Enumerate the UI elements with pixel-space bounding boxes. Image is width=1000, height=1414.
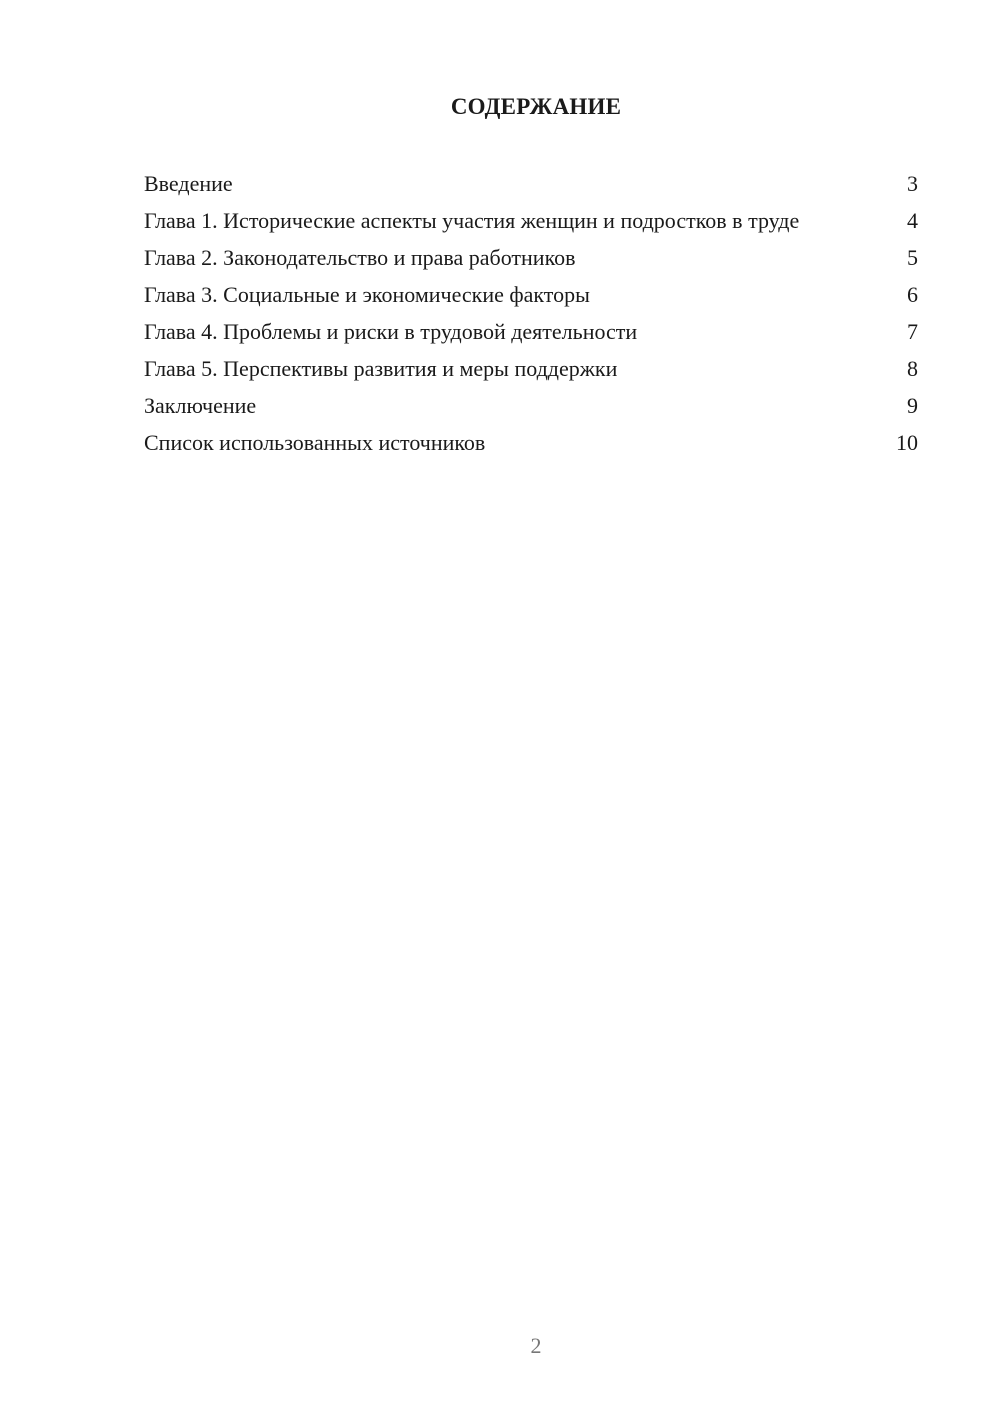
toc-entry-page: 9: [907, 393, 918, 418]
toc-entry-label: Глава 1. Исторические аспекты участия женщин и подростков в труде: [144, 208, 800, 233]
toc-entry-chapter-4[interactable]: [144, 318, 920, 345]
toc-entry-chapter-2[interactable]: [144, 244, 920, 271]
toc-entry-chapter-5[interactable]: [144, 355, 920, 382]
toc-entry-chapter-3[interactable]: [144, 281, 920, 308]
toc-entry-label: Глава 2. Законодательство и права работников: [144, 245, 576, 270]
toc-entry-label: Список использованных источников: [144, 430, 486, 455]
toc-entry-page: 3: [907, 171, 918, 196]
toc-entry-label: Заключение: [144, 393, 257, 418]
toc-entry-page: 8: [907, 356, 918, 381]
toc-entry-page: 6: [907, 282, 918, 307]
toc-entry-conclusion[interactable]: [144, 392, 920, 419]
toc-entry-label: Глава 5. Перспективы развития и меры поддержки: [144, 356, 618, 381]
page-number: 2: [530, 1333, 542, 1358]
toc-entry-page: 5: [907, 245, 918, 270]
table-of-contents: [144, 170, 920, 466]
page-title: СОДЕРЖАНИЕ: [450, 94, 622, 119]
toc-entry-page: 7: [907, 319, 918, 344]
toc-entry-references[interactable]: [144, 429, 920, 456]
toc-entry-label: Введение: [144, 171, 233, 196]
toc-entry-label: Глава 3. Социальные и экономические факторы: [144, 282, 590, 307]
toc-entry-page: 10: [896, 430, 918, 455]
toc-entry-page: 4: [907, 208, 918, 233]
toc-entry-label: Глава 4. Проблемы и риски в трудовой деятельности: [144, 319, 638, 344]
toc-entry-introduction[interactable]: [144, 170, 920, 197]
toc-entry-chapter-1[interactable]: [144, 207, 920, 234]
